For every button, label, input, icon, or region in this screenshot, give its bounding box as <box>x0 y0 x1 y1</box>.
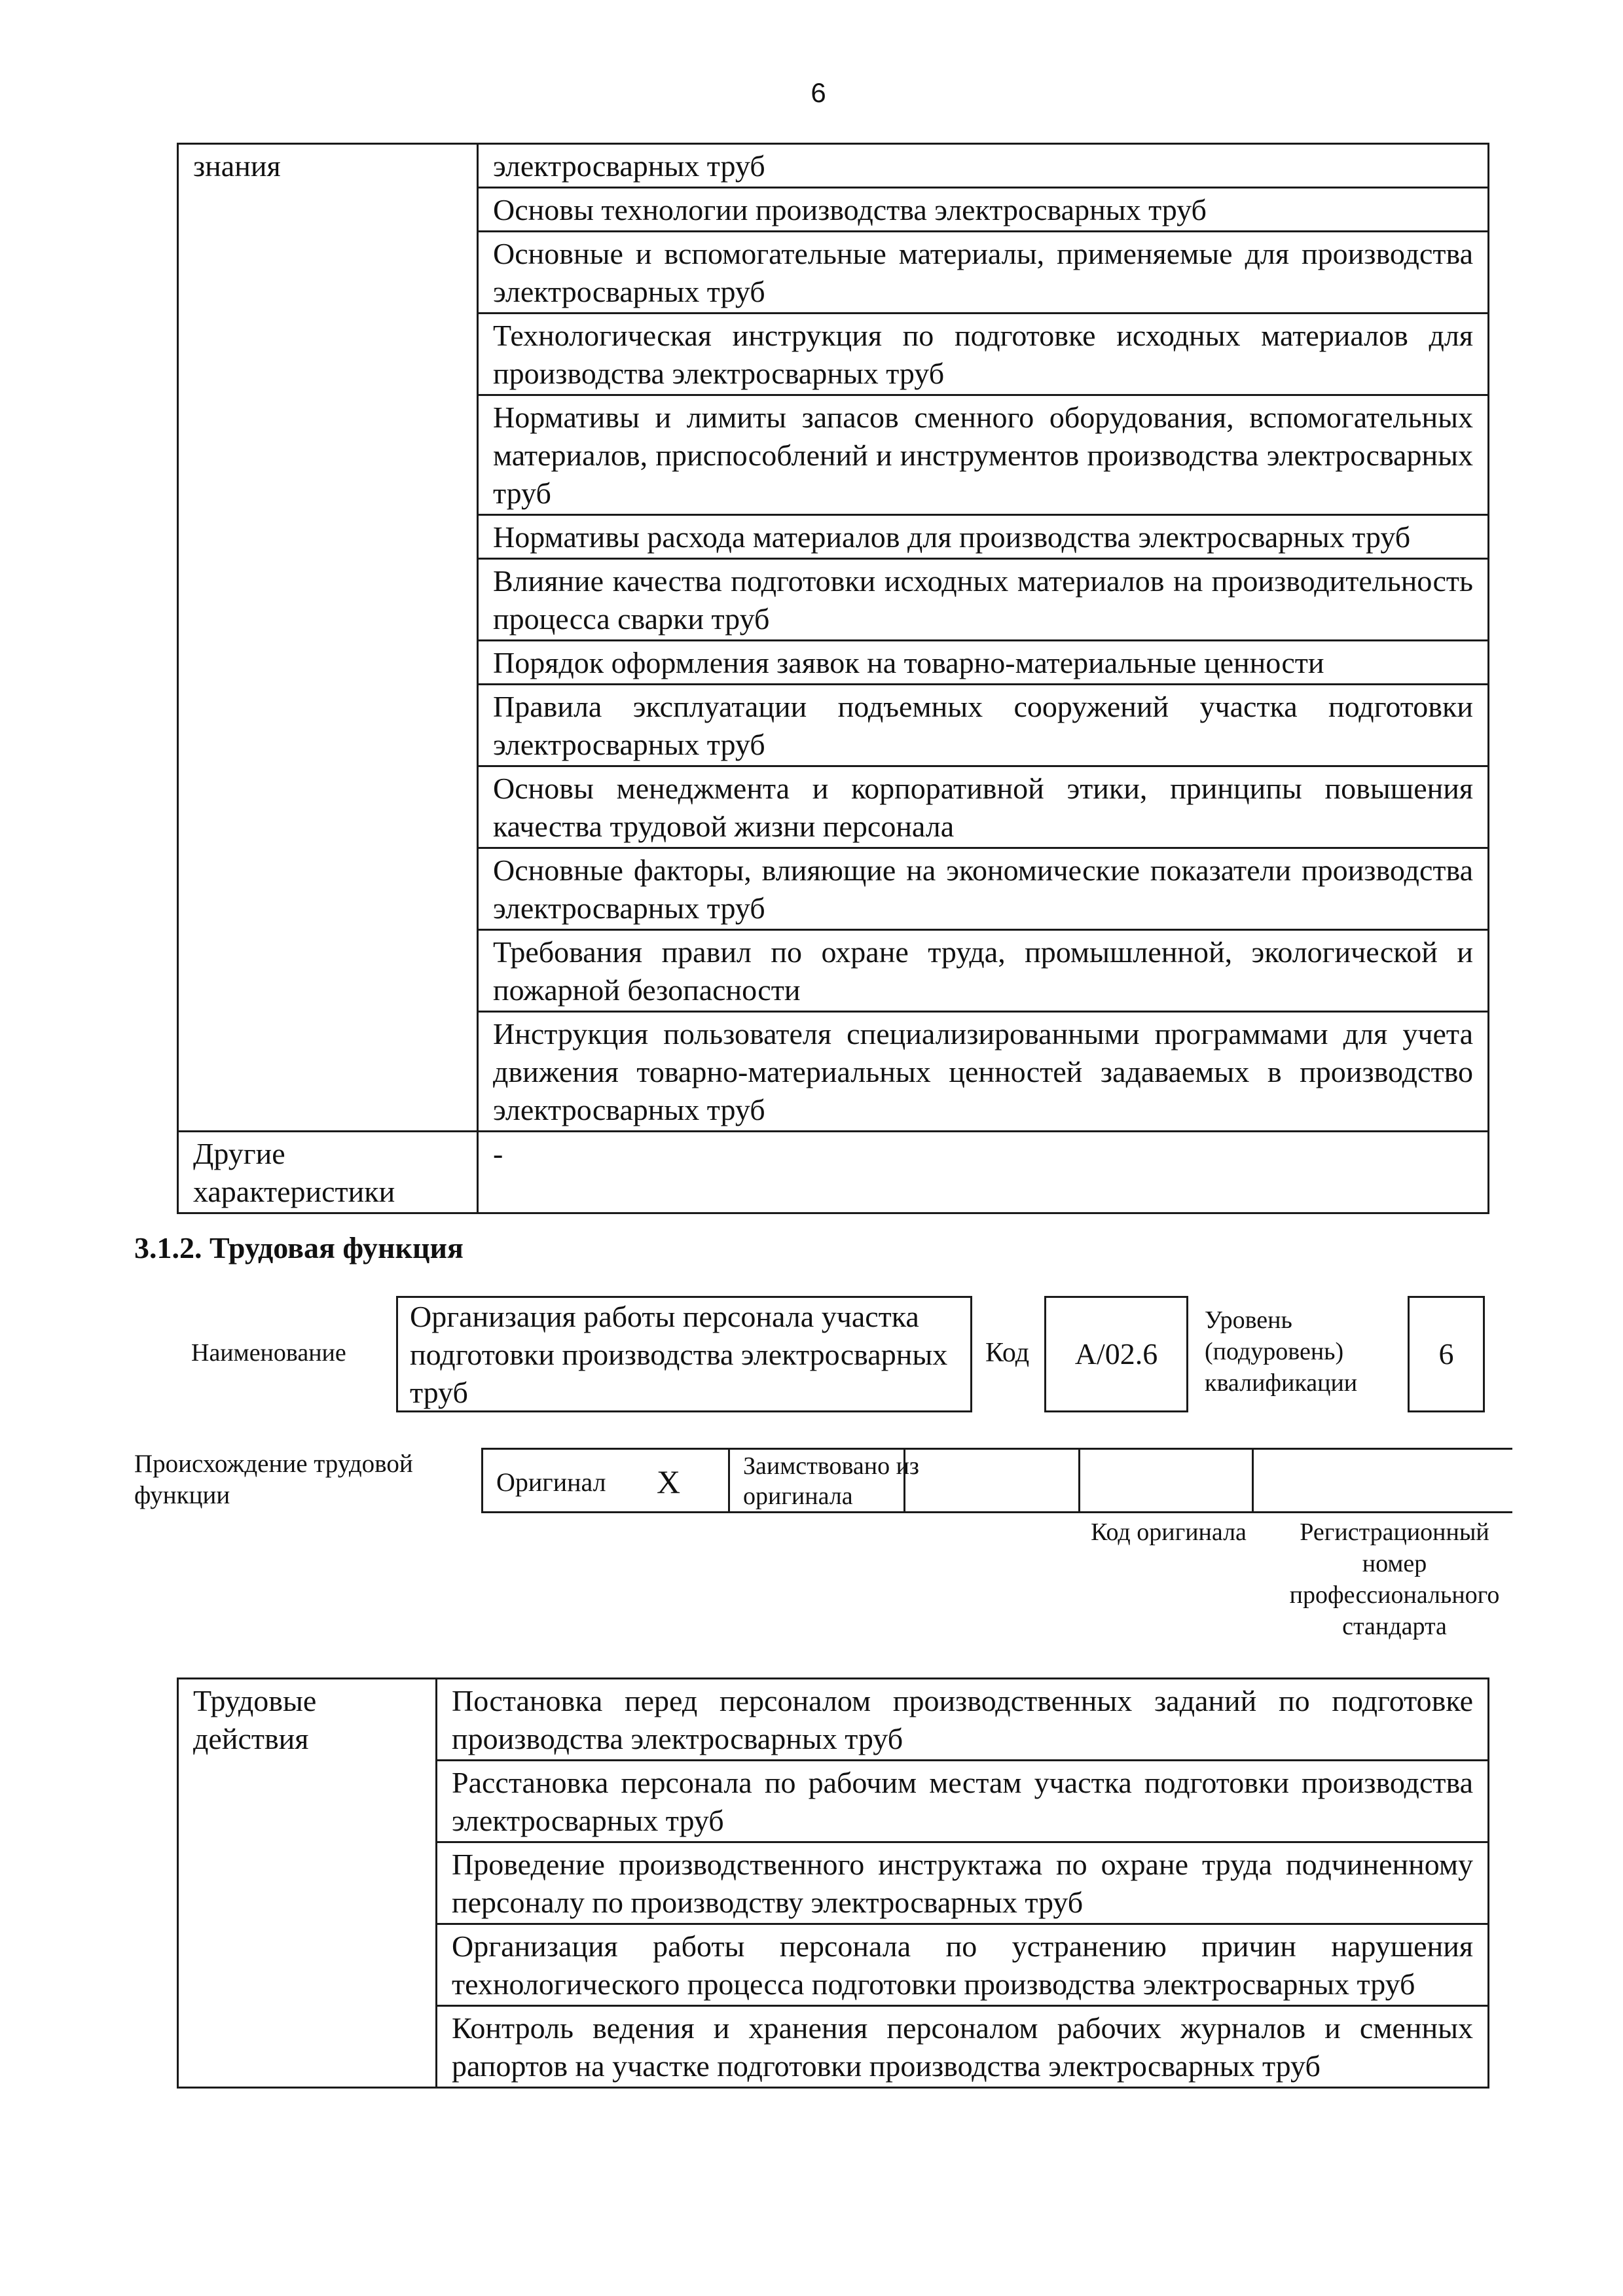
original-label: Оригинал <box>496 1467 606 1497</box>
knowledge-item: Технологическая инструкция по подготовке исходных материалов для производства электросварных труб <box>478 314 1489 395</box>
code-value-box <box>1044 1296 1188 1412</box>
table-row <box>178 144 1489 188</box>
knowledge-item: Влияние качества подготовки исходных материалов на производительность процесса сварки труб <box>478 559 1489 641</box>
knowledge-table <box>177 143 1489 1214</box>
action-item: Организация работы персонала по устранению причин нарушения технологического процесса подготовки производства электросварных труб <box>437 1924 1489 2006</box>
action-item: Контроль ведения и хранения персоналом рабочих журналов и сменных рапортов на участке подготовки производства электросварных труб <box>437 2006 1489 2088</box>
function-code: А/02.6 <box>1074 1337 1158 1371</box>
knowledge-label: знания <box>178 144 478 1132</box>
knowledge-item: Порядок оформления заявок на товарно-материальные ценности <box>478 641 1489 685</box>
actions-table <box>177 1677 1489 2089</box>
origin-cell-borrowed <box>730 1450 919 1511</box>
action-item: Расстановка персонала по рабочим местам участка подготовки производства электросварных труб <box>437 1761 1489 1842</box>
action-item: Проведение производственного инструктажа по охране труда подчиненному персоналу по производству электросварных труб <box>437 1842 1489 1924</box>
origin-cell-code <box>1078 1450 1254 1511</box>
knowledge-item: Правила эксплуатации подъемных сооружений участка подготовки электросварных труб <box>478 685 1489 766</box>
action-item: Постановка перед персоналом производственных заданий по подготовке производства электросварных труб <box>437 1679 1489 1761</box>
table-row <box>178 1679 1489 1761</box>
level-label: Уровень (подуровень) квалификации <box>1205 1306 1358 1397</box>
knowledge-item: Основные и вспомогательные материалы, применяемые для производства электросварных труб <box>478 232 1489 314</box>
name-label: Наименование <box>191 1339 346 1367</box>
level-value-box <box>1408 1296 1485 1412</box>
code-label: Код <box>985 1338 1030 1368</box>
function-name: Организация работы персонала участка подготовки производства электросварных труб <box>410 1300 948 1409</box>
borrowed-label: Заимствовано из оригинала <box>743 1452 919 1510</box>
knowledge-item: Инструкция пользователя специализированными программами для учета движения товарно-материальных ценностей задаваемых в производство электросварных труб <box>478 1012 1489 1132</box>
other-characteristics-label: Другие характеристики <box>178 1132 478 1213</box>
code-original-caption: Код оригинала <box>1091 1518 1247 1546</box>
name-value-box <box>396 1296 972 1412</box>
origin-cell-original <box>481 1450 730 1511</box>
origin-strip <box>481 1448 1512 1513</box>
knowledge-item: Требования правил по охране труда, промышленной, экологической и пожарной безопасности <box>478 930 1489 1012</box>
knowledge-item: Нормативы расхода материалов для производства электросварных труб <box>478 515 1489 559</box>
knowledge-item: электросварных труб <box>478 144 1489 188</box>
knowledge-item: Основы менеджмента и корпоративной этики, принципы повышения качества трудовой жизни персонала <box>478 766 1489 848</box>
original-mark: X <box>657 1463 681 1500</box>
knowledge-item: Нормативы и лимиты запасов сменного оборудования, вспомогательных материалов, приспособлений и инструментов производства электросварных труб <box>478 395 1489 515</box>
other-characteristics-value: - <box>478 1132 1489 1213</box>
origin-label: Происхождение трудовой функции <box>134 1450 413 1509</box>
page-number: 6 <box>811 77 826 108</box>
section-heading: 3.1.2. Трудовая функция <box>134 1231 464 1265</box>
reg-number-caption: Регистрационный номер профессионального стандарта <box>1289 1518 1500 1640</box>
actions-label: Трудовые действия <box>178 1679 437 2088</box>
table-row <box>178 1132 1489 1213</box>
level-value: 6 <box>1438 1337 1454 1371</box>
knowledge-item: Основные факторы, влияющие на экономические показатели производства электросварных труб <box>478 848 1489 930</box>
knowledge-item: Основы технологии производства электросварных труб <box>478 188 1489 232</box>
